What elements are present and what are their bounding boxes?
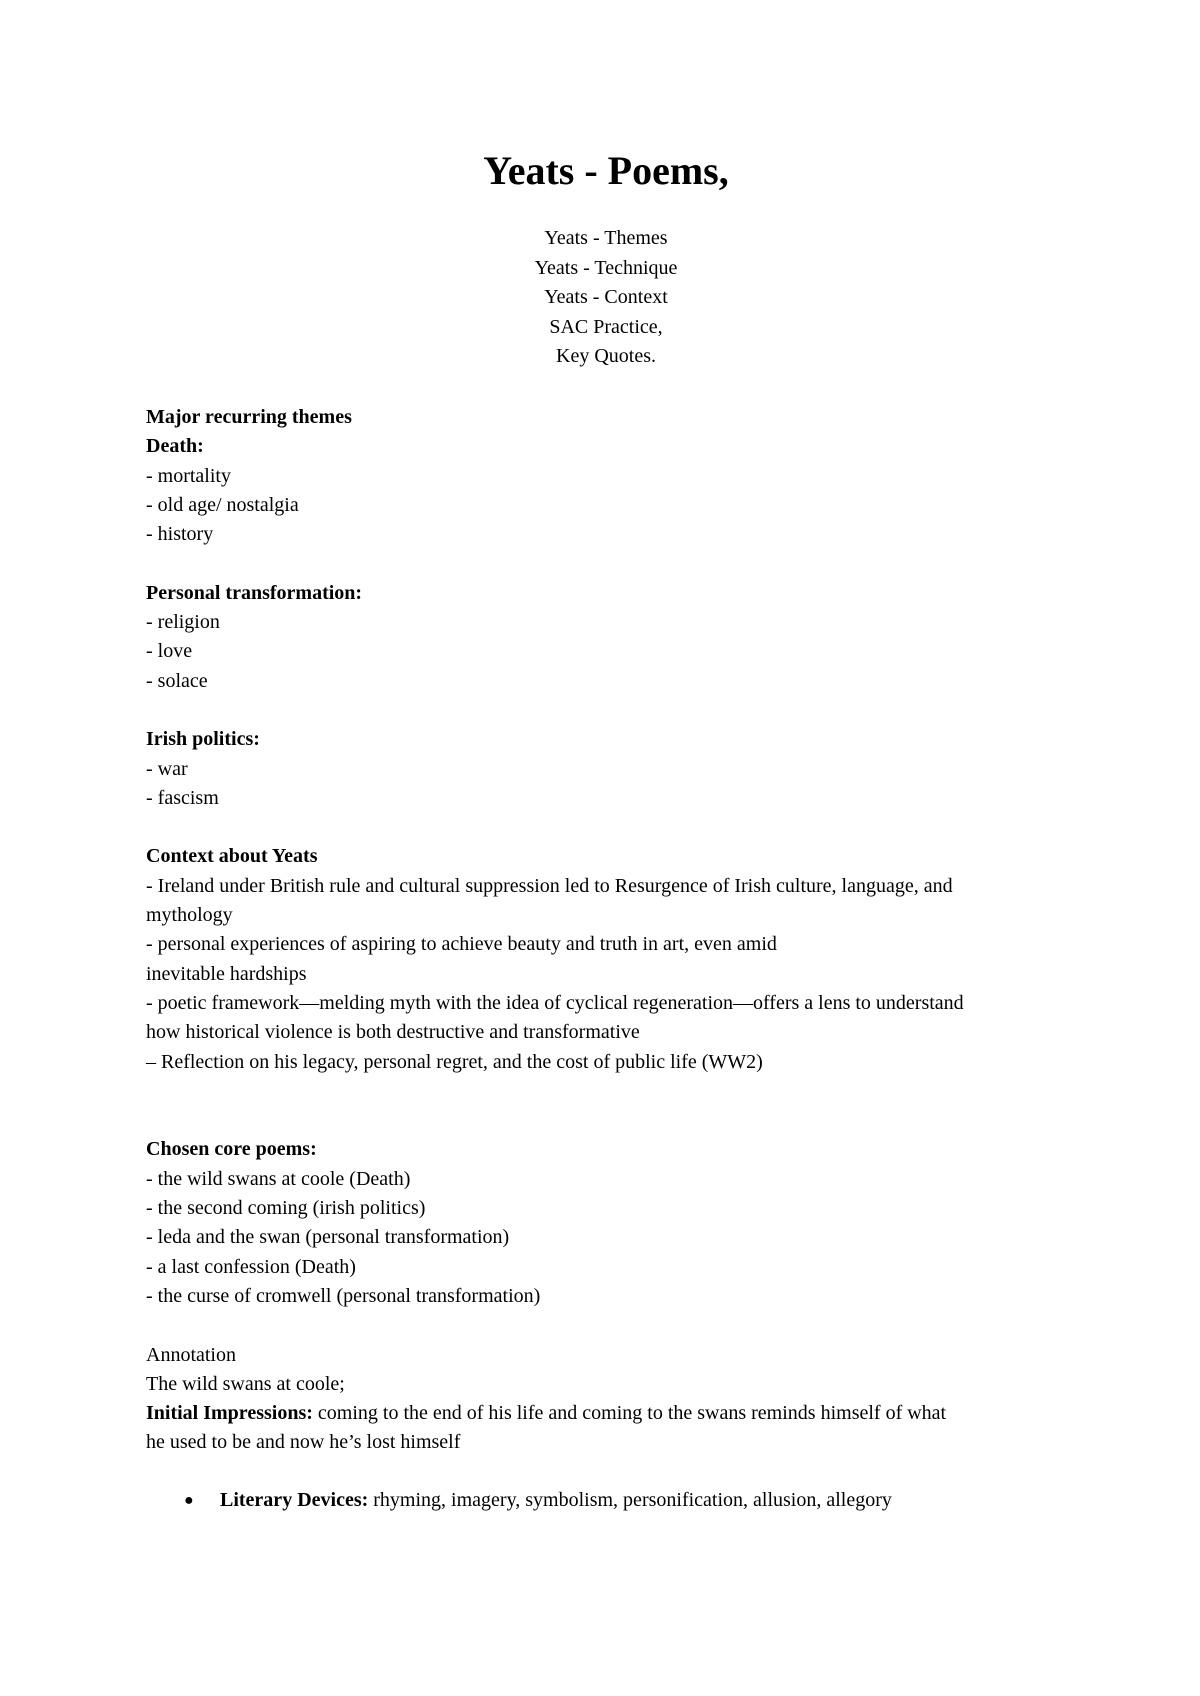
death-heading: Death: xyxy=(146,435,204,458)
context-line: – Reflection on his legacy, personal regret, and the cost of public life (WW2) xyxy=(146,1050,763,1073)
context-heading: Context about Yeats xyxy=(146,845,318,868)
poems-heading: Chosen core poems: xyxy=(146,1138,317,1161)
literary-devices-label: Literary Devices: xyxy=(220,1488,369,1511)
list-item: - history xyxy=(146,523,214,546)
context-line: inevitable hardships xyxy=(146,962,307,985)
initial-impressions-label: Initial Impressions: xyxy=(146,1402,313,1425)
list-item: - old age/ nostalgia xyxy=(146,493,299,516)
list-item: - war xyxy=(146,757,188,780)
poem-item: - the second coming (irish politics) xyxy=(146,1197,426,1220)
context-line: how historical violence is both destructive and transformative xyxy=(146,1021,640,1044)
toc-item-technique: Yeats - Technique xyxy=(534,256,678,279)
toc-item-sac-practice: SAC Practice, xyxy=(549,315,663,338)
list-item: - love xyxy=(146,640,193,663)
poem-item: - the curse of cromwell (personal transformation) xyxy=(146,1284,541,1307)
context-line: - personal experiences of aspiring to achieve beauty and truth in art, even amid xyxy=(146,933,777,956)
list-item: - solace xyxy=(146,669,208,692)
literary-devices-text: rhyming, imagery, symbolism, personification, allusion, allegory xyxy=(368,1488,892,1511)
context-line: mythology xyxy=(146,904,233,927)
personal-transformation-heading: Personal transformation: xyxy=(146,581,363,604)
context-line: - poetic framework—melding myth with the idea of cyclical regeneration—offers a lens to understand xyxy=(146,991,964,1014)
annotation-label: Annotation xyxy=(146,1343,236,1366)
list-item: - fascism xyxy=(146,786,219,809)
themes-heading: Major recurring themes xyxy=(146,406,352,428)
initial-impressions-continued: he used to be and now he’s lost himself xyxy=(146,1431,461,1454)
poem-item: - the wild swans at coole (Death) xyxy=(146,1167,411,1190)
list-item: - religion xyxy=(146,611,220,634)
initial-impressions-line xyxy=(146,1399,1066,1428)
initial-impressions-text: coming to the end of his life and coming to the swans reminds himself of what xyxy=(312,1402,947,1425)
irish-politics-heading: Irish politics: xyxy=(146,728,260,751)
page-title: Yeats - Poems, xyxy=(483,148,729,193)
toc-item-context: Yeats - Context xyxy=(544,286,668,308)
annotation-poem-title: The wild swans at coole; xyxy=(146,1372,345,1395)
context-line: - Ireland under British rule and cultural suppression led to Resurgence of Irish culture, language, and xyxy=(146,874,953,897)
poem-item: - a last confession (Death) xyxy=(146,1255,356,1278)
toc-item-key-quotes: Key Quotes. xyxy=(556,345,656,367)
literary-devices-item xyxy=(146,1486,1066,1515)
toc-item-themes: Yeats - Themes xyxy=(544,227,668,249)
list-item: - mortality xyxy=(146,464,231,487)
poem-item: - leda and the swan (personal transformation) xyxy=(146,1226,510,1249)
document-body xyxy=(146,403,1066,1515)
bullet-icon: ● xyxy=(184,1491,194,1509)
table-of-contents xyxy=(146,224,1066,372)
